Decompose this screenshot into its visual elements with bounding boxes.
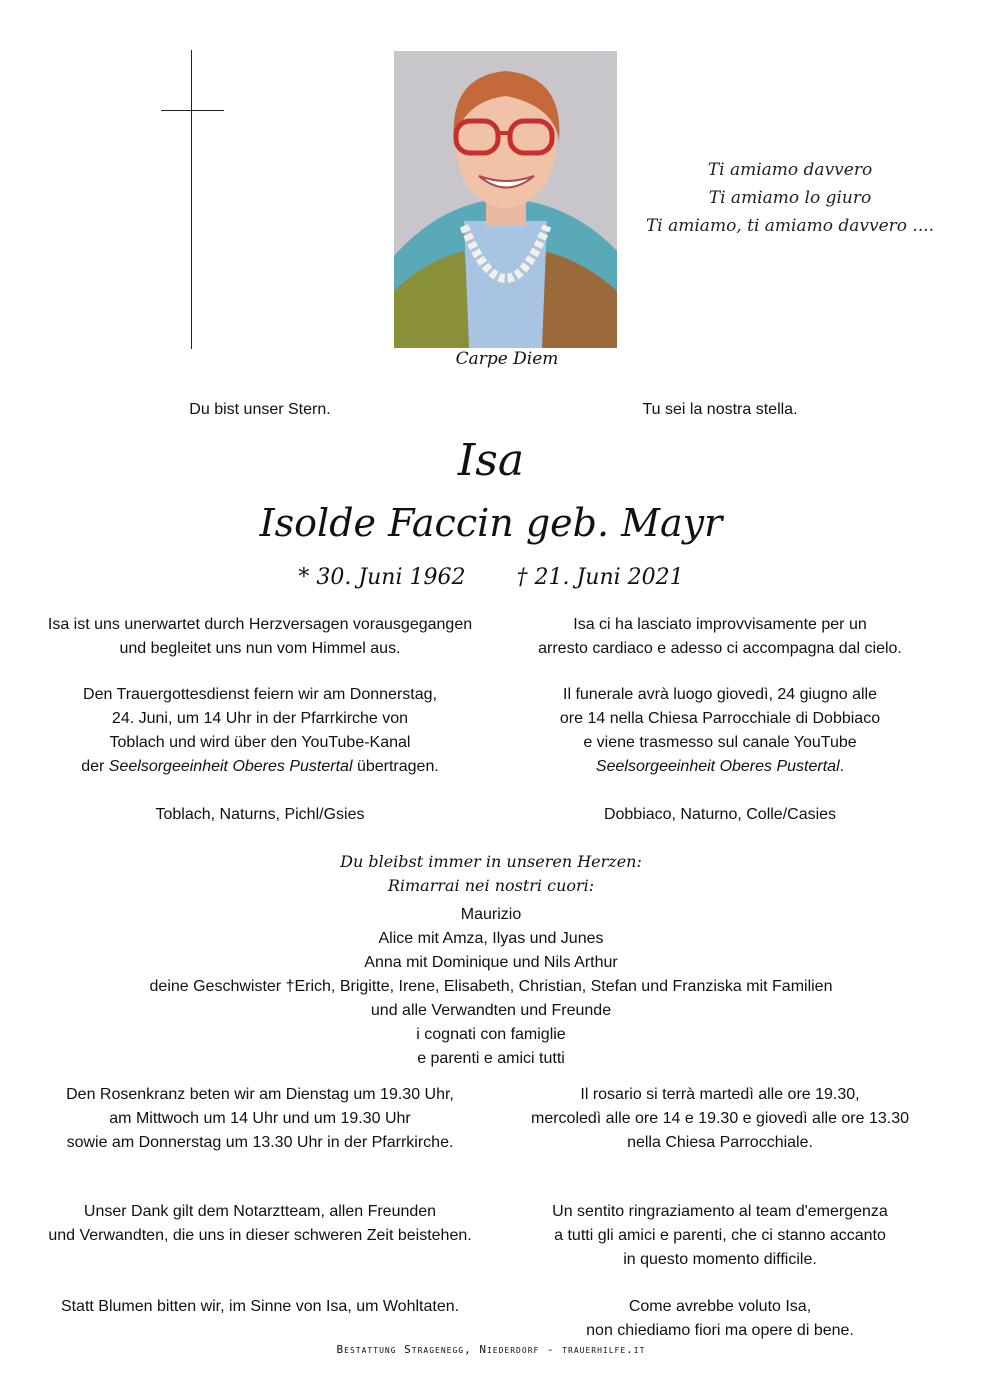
- quote-line: Ti amiamo lo giuro: [708, 188, 872, 208]
- text-fragment: übertragen.: [352, 758, 439, 775]
- cross-bar: [161, 110, 224, 111]
- service-italian: [490, 683, 950, 779]
- text-line: Isa ci ha lasciato improvvisamente per un: [573, 616, 867, 633]
- deceased-short-name: Isa: [457, 435, 525, 486]
- text-line: Unser Dank gilt dem Notarztteam, allen Freunden: [83, 1203, 437, 1220]
- text-line: ore 14 nella Chiesa Parrocchiale di Dobbiaco: [559, 710, 881, 727]
- text-line: Il rosario si terrà martedì alle ore 19.30,: [580, 1086, 860, 1103]
- family-list: [0, 903, 982, 1071]
- text-line: Toblach und wird über den YouTube-Kanal: [109, 734, 411, 751]
- rosary-italian: [490, 1083, 950, 1155]
- flowers-italian: [490, 1295, 950, 1343]
- family-line: Alice mit Amza, Ilyas und Junes: [378, 930, 604, 947]
- text-line: e viene trasmesso sul canale YouTube: [583, 734, 857, 751]
- family-line: und alle Verwandten und Freunde: [370, 1002, 612, 1019]
- text-line: am Mittwoch um 14 Uhr und um 19.30 Uhr: [109, 1110, 411, 1127]
- rosary-german: [30, 1083, 490, 1155]
- text-line: Den Rosenkranz beten wir am Dienstag um 19.30 Uhr,: [66, 1086, 454, 1103]
- text-line: Den Trauergottesdienst feiern wir am Donnerstag,: [83, 686, 437, 703]
- text-fragment: der: [81, 758, 109, 775]
- motto-german: Du bist unser Stern.: [189, 401, 331, 418]
- text-line: nella Chiesa Parrocchiale.: [627, 1134, 813, 1151]
- family-line: Anna mit Dominique und Nils Arthur: [364, 954, 618, 971]
- text-line: Isa ist uns unerwartet durch Herzversagen vorausgegangen: [47, 616, 473, 633]
- text-line: mercoledì alle ore 14 e 19.30 e giovedì alle ore 13.30: [530, 1110, 910, 1127]
- parish-name: Seelsorgeeinheit Oberes Pustertal: [595, 758, 840, 775]
- parish-name: Seelsorgeeinheit Oberes Pustertal: [108, 758, 353, 775]
- deceased-full-name: Isolde Faccin geb. Mayr: [259, 501, 723, 545]
- funeral-home-footer: Bestattung Stragenegg, Niederdorf - trauerhilfe.it: [336, 1343, 646, 1356]
- family-line: deine Geschwister †Erich, Brigitte, Irene, Elisabeth, Christian, Stefan und Franziska mit Familien: [149, 978, 833, 995]
- text-fragment: .: [839, 758, 845, 775]
- quote-block: [640, 156, 940, 240]
- text-line: Statt Blumen bitten wir, im Sinne von Isa, um Wohltaten.: [60, 1298, 460, 1315]
- text-line: non chiediamo fiori ma opere di bene.: [586, 1322, 854, 1339]
- flowers-german: [30, 1295, 490, 1319]
- life-dates: [0, 562, 982, 594]
- text-line: Il funerale avrà luogo giovedì, 24 giugno alle: [563, 686, 877, 703]
- service-german: [30, 683, 490, 779]
- photo-caption: Carpe Diem: [455, 349, 559, 369]
- portrait-image: [394, 51, 617, 348]
- portrait-photo: [394, 51, 617, 348]
- family-line: e parenti e amici tutti: [417, 1050, 565, 1067]
- thanks-german: [30, 1200, 490, 1248]
- thanks-italian: [490, 1200, 950, 1272]
- cross-icon: [191, 50, 192, 349]
- text-line: in questo momento difficile.: [623, 1251, 817, 1268]
- quote-line: Ti amiamo davvero: [707, 160, 873, 180]
- places-german: Toblach, Naturns, Pichl/Gsies: [155, 806, 365, 823]
- quote-line: Ti amiamo, ti amiamo davvero ....: [645, 216, 935, 236]
- death-date: † 21. Juni 2021: [516, 565, 684, 590]
- intro-german: [30, 613, 490, 661]
- text-line: arresto cardiaco e adesso ci accompagna dal cielo.: [538, 640, 902, 657]
- family-line: i cognati con famiglie: [416, 1026, 566, 1043]
- places-italian: Dobbiaco, Naturno, Colle/Casies: [603, 806, 837, 823]
- text-line: [30, 755, 490, 779]
- birth-date: * 30. Juni 1962: [298, 565, 466, 590]
- text-line: Un sentito ringraziamento al team d'emergenza: [552, 1203, 888, 1220]
- text-line: 24. Juni, um 14 Uhr in der Pfarrkirche von: [111, 710, 409, 727]
- family-line: Maurizio: [460, 906, 522, 923]
- intro-italian: [490, 613, 950, 661]
- text-line: und begleitet uns nun vom Himmel aus.: [119, 640, 401, 657]
- text-line: sowie am Donnerstag um 13.30 Uhr in der Pfarrkirche.: [66, 1134, 454, 1151]
- remembrance-german: Du bleibst immer in unseren Herzen:: [340, 852, 642, 871]
- remembrance-heading: [0, 850, 982, 898]
- text-line: a tutti gli amici e parenti, che ci stanno accanto: [554, 1227, 886, 1244]
- text-line: [490, 755, 950, 779]
- text-line: und Verwandten, die uns in dieser schweren Zeit beistehen.: [48, 1227, 472, 1244]
- text-line: Come avrebbe voluto Isa,: [628, 1298, 812, 1315]
- motto-italian: Tu sei la nostra stella.: [642, 401, 798, 418]
- remembrance-italian: Rimarrai nei nostri cuori:: [387, 876, 595, 895]
